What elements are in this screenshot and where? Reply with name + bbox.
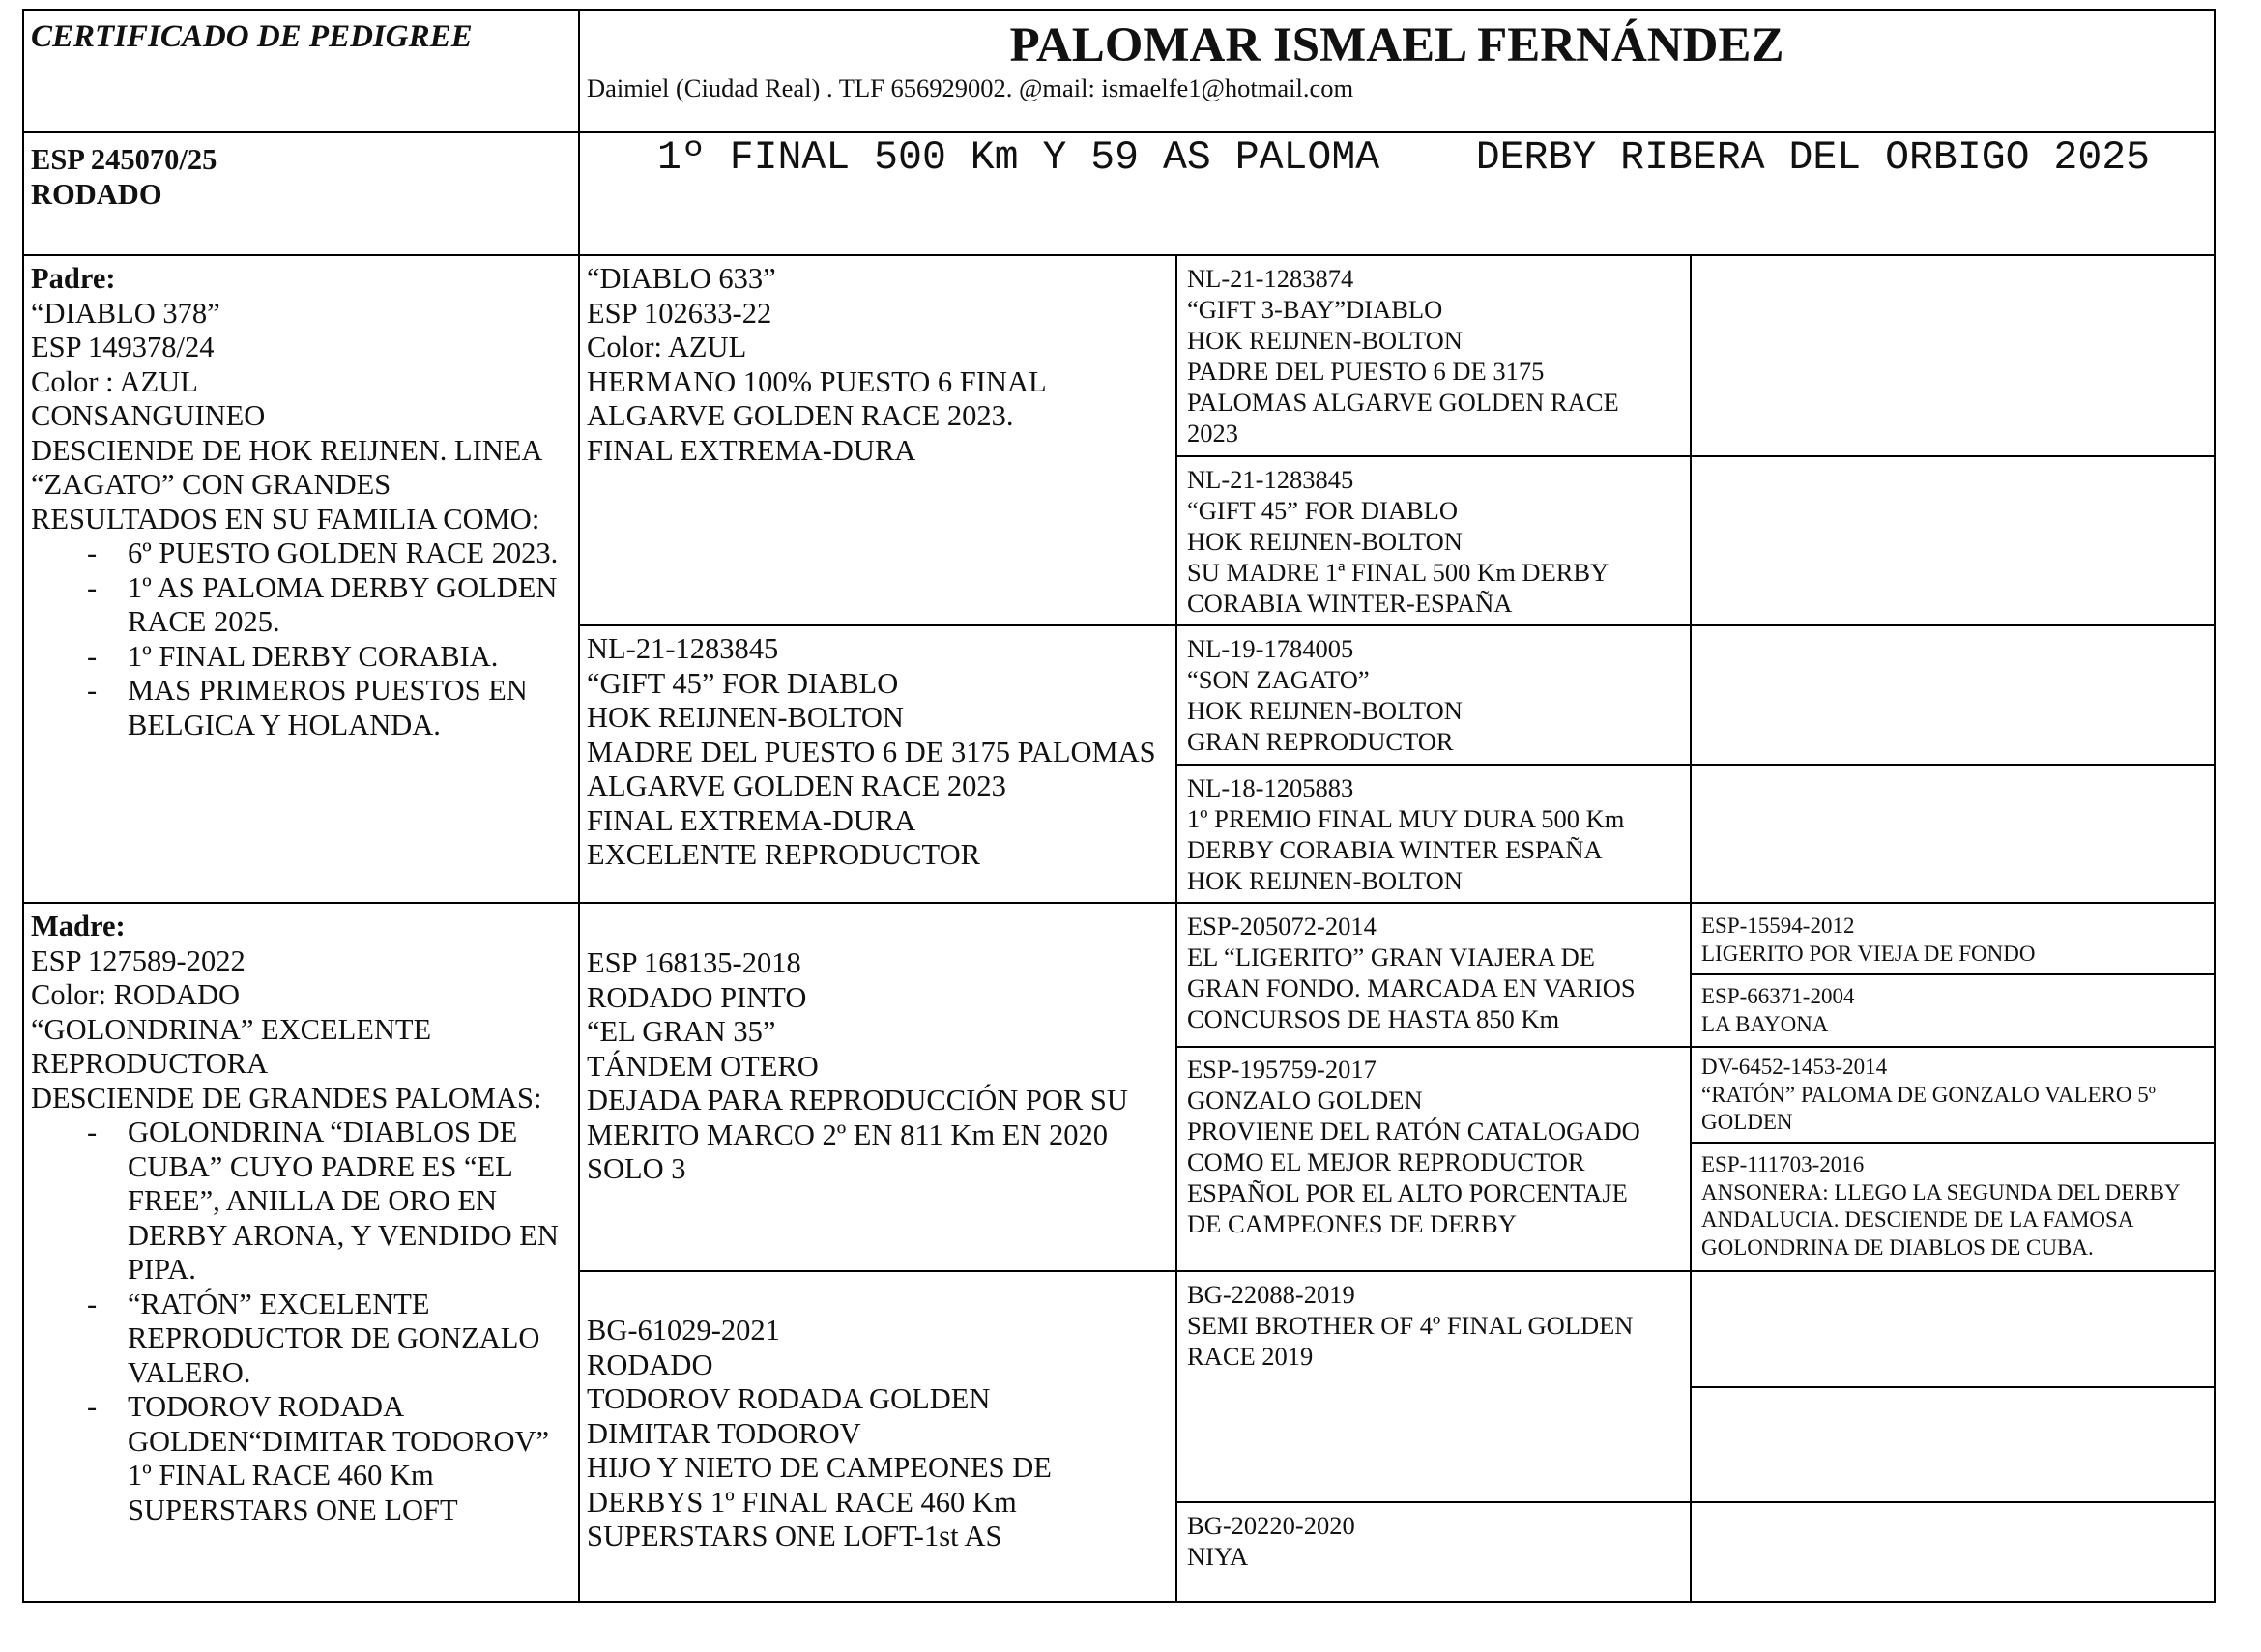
text-line: ESP-111703-2016 [1701,1152,1865,1176]
bullet-item [31,1288,572,1391]
text-line: HOK REIJNEN-BOLTON [587,701,904,734]
rule-gen3-b [1175,764,2216,766]
text-line: HOK REIJNEN-BOLTON [1187,326,1463,355]
text-line: CONCURSOS DE HASTA 850 Km [1187,1004,1560,1033]
text-line: “GOLONDRINA” EXCELENTE [31,1012,432,1046]
border-top [22,9,2216,11]
text-line: NL-21-1283845 [587,632,779,665]
bird-color: RODADO [31,178,162,211]
text-line: LA BAYONA [1701,1011,1829,1036]
text-line: ESP-205072-2014 [1187,912,1377,941]
text-line: “SON ZAGATO” [1187,665,1370,694]
rule-gen4-c [1690,1386,2216,1388]
ggparent-ddd [1187,1510,1685,1572]
dam-lines [31,910,572,1116]
text-line: HERMANO 100% PUESTO 6 FINAL [587,364,1047,398]
text-line: SUPERSTARS ONE LOFT-1st AS [587,1520,1002,1552]
text-line: ESP 168135-2018 [587,946,801,979]
text-line: “GIFT 3-BAY”DIABLO [1187,295,1443,324]
granddam-maternal [587,1314,1172,1554]
text-line: “GIFT 45” FOR DIABLO [587,666,899,700]
text-line: ANDALUCIA. DESCIENDE DE LA FAMOSA [1701,1207,2134,1232]
text-line: FINAL EXTREMA-DURA [587,803,916,837]
loft-contact: Daimiel (Ciudad Real) . TLF 656929002. @mail: ismaelfe1@hotmail.com [587,73,1354,102]
text-line: TÁNDEM OTERO [587,1049,819,1083]
text-line: Color : AZUL [31,364,198,398]
bullet-line: - 1º FINAL DERBY CORABIA. [128,639,499,673]
text-line: LIGERITO POR VIEJA DE FONDO [1701,941,2036,966]
ggparent-dss [1187,911,1685,1034]
text-line: Color: AZUL [587,331,747,363]
text-line: MERITO MARCO 2º EN 811 Km EN 2020 [587,1117,1108,1151]
text-line: NL-21-1283845 [1187,465,1354,494]
ggparent-dds [1187,1279,1685,1372]
grandsire-maternal [587,946,1172,1187]
text-line: Color: RODADO [31,978,241,1011]
text-line: DERBY CORABIA WINTER ESPAÑA [1187,835,1603,864]
text-line: SU MADRE 1ª FINAL 500 Km DERBY [1187,558,1609,587]
text-line: “DIABLO 378” [31,296,220,330]
text-line: HOK REIJNEN-BOLTON [1187,866,1463,895]
border-left [22,9,24,1603]
text-line: ESP 127589-2022 [31,943,246,977]
gggparent-dss-s [1701,913,2209,968]
text-line: NL-21-1283874 [1187,264,1354,293]
text-line: ALGARVE GOLDEN RACE 2023. [587,399,1014,432]
text-line: RODADO PINTO [587,980,807,1014]
bullet-line: DERBY ARONA, Y VENDIDO EN [128,1218,559,1252]
bullet-line: GOLDEN“DIMITAR TODOROV” [128,1424,550,1458]
text-line: 1º PREMIO FINAL MUY DURA 500 Km [1187,804,1625,833]
border-right [2214,9,2216,1603]
bullet-item [31,1116,572,1288]
text-line: BG-20220-2020 [1187,1511,1355,1540]
bullet-item [31,571,572,640]
text-line: BG-22088-2019 [1187,1280,1355,1309]
text-line: ESPAÑOL POR EL ALTO PORCENTAJE [1187,1178,1628,1207]
gggparent-dsd-d [1701,1151,2209,1261]
bullet-line: VALERO. [128,1355,251,1389]
text-line: “DIABLO 633” [587,262,776,295]
text-line: MADRE DEL PUESTO 6 DE 3175 PALOMAS [587,735,1156,768]
text-line: GOLONDRINA DE DIABLOS DE CUBA. [1701,1234,2094,1260]
text-line: GOLDEN [1701,1110,1793,1134]
text-line: GONZALO GOLDEN [1187,1086,1423,1115]
bullet-line: CUBA” CUYO PADRE ES “EL [128,1149,513,1183]
certificate-title: CERTIFICADO DE PEDIGREE [31,19,473,54]
gggparent-dsd-s [1701,1054,2209,1137]
ggparent-sdd [1187,772,1685,896]
achievement-title: 1º FINAL 500 Km Y 59 AS PALOMA DERBY RIBERA DEL ORBIGO 2025 [657,135,2151,181]
text-line: ANSONERA: LLEGO LA SEGUNDA DEL DERBY [1701,1179,2181,1204]
text-line: BG-61029-2021 [587,1314,780,1347]
text-line: EL “LIGERITO” GRAN VIAJERA DE [1187,942,1595,971]
rule-header [22,131,2216,133]
bullet-line: RACE 2025. [128,605,280,638]
text-line: REPRODUCTORA [31,1047,269,1080]
bullet-line: - TODOROV RODADA [128,1390,405,1423]
text-line: NL-19-1784005 [1187,634,1354,663]
text-line: PROVIENE DEL RATÓN CATALOGADO [1187,1116,1640,1145]
text-line: GRAN FONDO. MARCADA EN VARIOS [1187,973,1636,1002]
text-line: GRAN REPRODUCTOR [1187,727,1454,756]
rule-gen3-a [1175,455,2216,457]
bullet-line: 1º FINAL RACE 460 Km [128,1459,434,1492]
text-line: ESP 149378/24 [31,331,215,363]
bullet-line: REPRODUCTOR DE GONZALO [128,1321,540,1354]
dam-bullets [31,1116,572,1527]
text-line: DESCIENDE DE GRANDES PALOMAS: [31,1081,542,1115]
ggparent-dsd [1187,1054,1685,1239]
text-line: PALOMAS ALGARVE GOLDEN RACE [1187,388,1619,417]
text-line: CONSANGUINEO [31,399,266,432]
bullet-line: - GOLONDRINA “DIABLOS DE [128,1116,518,1148]
text-line: SOLO 3 [587,1152,686,1185]
text-line: ESP-195759-2017 [1187,1055,1377,1084]
text-line: SEMI BROTHER OF 4º FINAL GOLDEN [1187,1311,1634,1340]
rule-gen3-c [1175,1046,2216,1048]
text-line: “GIFT 45” FOR DIABLO [1187,496,1458,525]
bullet-line: - MAS PRIMEROS PUESTOS EN [128,674,528,707]
dam-card [31,910,572,1527]
rule-sire-dam [22,902,2216,904]
text-line: TODOROV RODADA GOLDEN [587,1382,991,1415]
text-line: “EL GRAN 35” [587,1015,776,1048]
ggparent-ssd [1187,464,1685,619]
text-line: DESCIENDE DE HOK REIJNEN. LINEA [31,433,543,467]
text-line: PADRE DEL PUESTO 6 DE 3175 [1187,357,1545,386]
text-line: DV-6452-1453-2014 [1701,1055,1888,1079]
text-line: ESP-66371-2004 [1701,984,1855,1008]
sire-card [31,262,572,742]
rule-gen4-b [1690,1142,2216,1144]
ggparent-sds [1187,633,1685,757]
text-line: RODADO [587,1348,713,1381]
granddam-paternal [587,632,1172,873]
bullet-item [31,536,572,571]
bullet-line: BELGICA Y HOLANDA. [128,708,441,741]
rule-title [22,254,2216,256]
bullet-item [31,640,572,675]
text-line: “RATÓN” PALOMA DE GONZALO VALERO 5º [1701,1082,2156,1107]
text-line: NL-18-1205883 [1187,773,1354,802]
sire-heading: Padre: [31,262,116,295]
col-rule-1 [578,9,580,1603]
dam-heading: Madre: [31,910,126,942]
ggparent-sss [1187,263,1685,449]
text-line: HOK REIJNEN-BOLTON [1187,696,1463,725]
text-line: EXCELENTE REPRODUCTOR [587,838,980,871]
bullet-line: - 1º AS PALOMA DERBY GOLDEN [128,570,558,604]
text-line: 2023 [1187,419,1238,448]
bullet-item [31,674,572,742]
text-line: HIJO Y NIETO DE CAMPEONES DE [587,1451,1052,1484]
rule-gen2-sire [578,624,2216,626]
bird-ring [31,142,217,212]
rule-gen2-dam [578,1270,2216,1272]
loft-name: PALOMAR ISMAEL FERNÁNDEZ [1009,18,1784,72]
grandsire-paternal [587,262,1172,468]
text-line: CORABIA WINTER-ESPAÑA [1187,589,1513,618]
text-line: RESULTADOS EN SU FAMILIA COMO: [31,502,540,536]
text-line: ESP 102633-22 [587,296,772,330]
bullet-line: FREE”, ANILLA DE ORO EN [128,1184,498,1217]
text-line: NIYA [1187,1542,1249,1571]
bullet-line: - “RATÓN” EXCELENTE [128,1287,430,1320]
rule-gen4-a [1690,973,2216,975]
text-line: RACE 2019 [1187,1342,1314,1371]
bullet-line: PIPA. [128,1253,196,1286]
rule-gen3-d [1175,1501,2216,1503]
text-line: DE CAMPEONES DE DERBY [1187,1209,1517,1238]
gggparent-dss-d [1701,983,2209,1038]
bird-ring-number: ESP 245070/25 [31,143,217,176]
bullet-item [31,1390,572,1527]
border-bottom [22,1601,2216,1603]
bullet-line: SUPERSTARS ONE LOFT [128,1493,458,1526]
sire-lines [31,262,572,536]
text-line: DIMITAR TODOROV [587,1416,861,1450]
text-line: “ZAGATO” CON GRANDES [31,468,391,501]
text-line: ALGARVE GOLDEN RACE 2023 [587,769,1006,802]
bullet-line: - 6º PUESTO GOLDEN RACE 2023. [128,536,559,569]
text-line: ESP-15594-2012 [1701,913,1855,938]
text-line: FINAL EXTREMA-DURA [587,433,916,467]
text-line: COMO EL MEJOR REPRODUCTOR [1187,1147,1585,1176]
text-line: DEJADA PARA REPRODUCCIÓN POR SU [587,1084,1128,1116]
text-line: HOK REIJNEN-BOLTON [1187,527,1463,556]
text-line: DERBYS 1º FINAL RACE 460 Km [587,1485,1017,1519]
sire-bullets [31,536,572,742]
